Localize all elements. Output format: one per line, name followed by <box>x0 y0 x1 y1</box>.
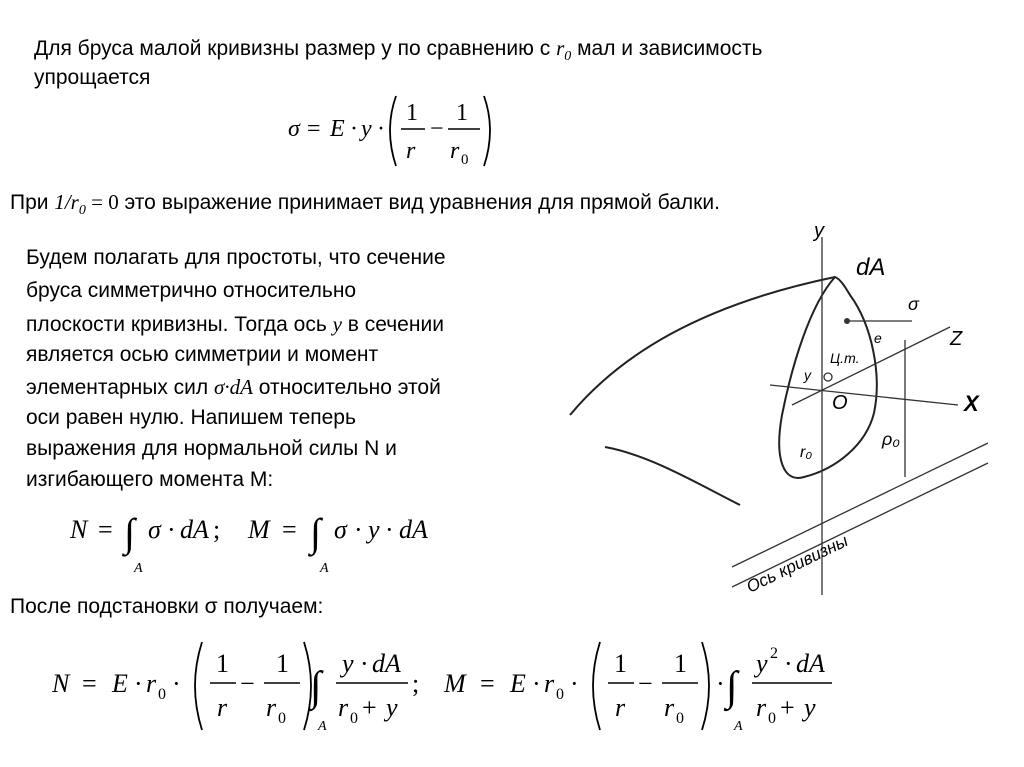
svg-text:dA: dA <box>796 649 825 678</box>
paragraph-2: При $1/r_0 = 0$ это выражение принимает вид уравнения для прямой балки. <box>10 190 720 219</box>
svg-text:r: r <box>406 138 416 164</box>
paragraph-3-line-7: выражения для нормальной силы N и <box>26 437 397 460</box>
formula-final <box>52 636 852 736</box>
svg-text:=: = <box>98 515 113 544</box>
svg-text:0: 0 <box>278 710 286 727</box>
svg-text:r: r <box>217 693 228 722</box>
svg-text:σ: σ <box>334 515 347 544</box>
fig-label-y-small: y <box>804 367 811 383</box>
para1-r0: $r_0$ <box>556 36 572 65</box>
svg-text:0: 0 <box>461 152 469 168</box>
svg-text:σ: σ <box>288 116 300 142</box>
fig-label-x: X <box>964 391 979 416</box>
svg-text:·: · <box>354 515 363 544</box>
paragraph-3-line-1: Будем полагать для простоты, что сечение <box>26 246 446 269</box>
svg-text:A: A <box>318 719 327 734</box>
svg-text:∫: ∫ <box>726 664 738 710</box>
svg-text:;: ; <box>213 515 221 544</box>
svg-text:y: y <box>804 693 816 722</box>
svg-text:M: M <box>248 515 270 544</box>
svg-text:1: 1 <box>406 100 418 126</box>
fig-label-y: y <box>814 220 824 242</box>
para1-text-before: Для бруса малой кривизны размер y по сравнению с <box>34 37 557 60</box>
svg-text:r: r <box>615 693 626 722</box>
svg-text:A: A <box>320 561 329 576</box>
svg-text:A: A <box>134 561 143 576</box>
fig-label-z: Z <box>950 328 963 350</box>
formula-sigma <box>288 92 508 172</box>
fig-label-e: e <box>874 330 882 346</box>
svg-text:0: 0 <box>676 710 684 727</box>
svg-text:·: · <box>784 649 793 678</box>
svg-text:r: r <box>756 693 767 722</box>
svg-text:−: − <box>430 116 444 142</box>
svg-text:r: r <box>544 669 555 698</box>
paragraph-3-line-4: является осью симметрии и момент <box>26 343 379 366</box>
paragraph-3-line-5: элементарных сил σ·dA относительно этой <box>26 375 441 399</box>
svg-text:2: 2 <box>770 645 778 662</box>
svg-text:·: · <box>172 669 181 698</box>
paragraph-3-line-8: изгибающего момента M: <box>26 468 274 491</box>
svg-text:∫: ∫ <box>310 510 321 555</box>
para1-text-after: мал и зависимость <box>571 37 763 60</box>
svg-text:r: r <box>450 138 460 164</box>
svg-text:·: · <box>167 515 176 544</box>
svg-text:σ: σ <box>148 515 161 544</box>
svg-text:y: y <box>368 515 380 544</box>
fig-label-r0: r₀ <box>800 444 813 461</box>
svg-text:dA: dA <box>372 649 401 678</box>
svg-text:=: = <box>82 669 97 698</box>
fig-label-rho: ρ₀ <box>882 429 900 449</box>
paragraph-3-line-3: плоскости кривизны. Тогда ось y в сечении <box>26 312 444 336</box>
svg-text:r: r <box>664 693 675 722</box>
fig-label-dA: dA <box>856 254 886 281</box>
para2-expression: $1/r_0 = 0$ <box>54 190 119 219</box>
svg-text:y: y <box>342 649 354 678</box>
svg-text:dA: dA <box>180 515 209 544</box>
svg-text:0: 0 <box>350 710 358 727</box>
svg-text:·: · <box>360 649 369 678</box>
svg-text:1: 1 <box>276 649 289 678</box>
fig-label-ct: Ц.т. <box>830 350 860 366</box>
svg-text:1: 1 <box>674 649 687 678</box>
svg-text:=: = <box>480 669 495 698</box>
svg-text:0: 0 <box>556 686 564 703</box>
svg-text:0: 0 <box>768 710 776 727</box>
svg-text:E: E <box>330 116 345 142</box>
svg-text:·: · <box>377 116 385 142</box>
svg-text:0: 0 <box>158 686 166 703</box>
paragraph-4: После подстановки σ получаем: <box>10 595 324 618</box>
svg-text:·: · <box>532 669 541 698</box>
paragraph-3-line-6: оси равен нулю. Напишем теперь <box>26 406 356 429</box>
svg-text:r: r <box>338 693 349 722</box>
beam-figure <box>560 215 1000 605</box>
svg-text:·: · <box>350 116 358 142</box>
svg-text:y: y <box>386 693 398 722</box>
svg-text:r: r <box>146 669 157 698</box>
svg-text:1: 1 <box>456 100 468 126</box>
svg-text:·: · <box>570 669 579 698</box>
svg-text:r: r <box>266 693 277 722</box>
svg-text:dA: dA <box>399 515 428 544</box>
svg-text:−: − <box>638 669 653 698</box>
paragraph-3-line-2: бруса симметрично относительно <box>26 279 357 302</box>
svg-text:y: y <box>361 116 372 142</box>
fig-label-sigma: σ <box>908 294 919 314</box>
svg-text:1: 1 <box>216 649 229 678</box>
svg-text:·: · <box>134 669 143 698</box>
fig-label-axis-curvature: Ось кривизны <box>743 531 851 597</box>
svg-text:A: A <box>734 719 743 734</box>
svg-text:−: − <box>240 669 255 698</box>
svg-text:=: = <box>307 116 321 142</box>
svg-text:N: N <box>52 669 70 698</box>
svg-text:N: N <box>70 515 88 544</box>
formula-n-m-integrals <box>70 500 470 580</box>
svg-text:E: E <box>112 669 128 698</box>
svg-text:·: · <box>716 669 725 698</box>
svg-text:M: M <box>444 669 466 698</box>
svg-text:·: · <box>385 515 394 544</box>
svg-text:y: y <box>756 649 768 678</box>
svg-text:E: E <box>510 669 526 698</box>
svg-text:+: + <box>362 693 377 722</box>
svg-text:∫: ∫ <box>124 510 135 555</box>
fig-label-o: O <box>832 392 848 414</box>
svg-text:+: + <box>780 693 795 722</box>
paragraph-1-line-2: упрощается <box>34 66 151 89</box>
svg-text:=: = <box>282 515 297 544</box>
svg-text:1: 1 <box>614 649 627 678</box>
svg-text:;: ; <box>412 669 420 698</box>
svg-text:∫: ∫ <box>310 664 322 710</box>
